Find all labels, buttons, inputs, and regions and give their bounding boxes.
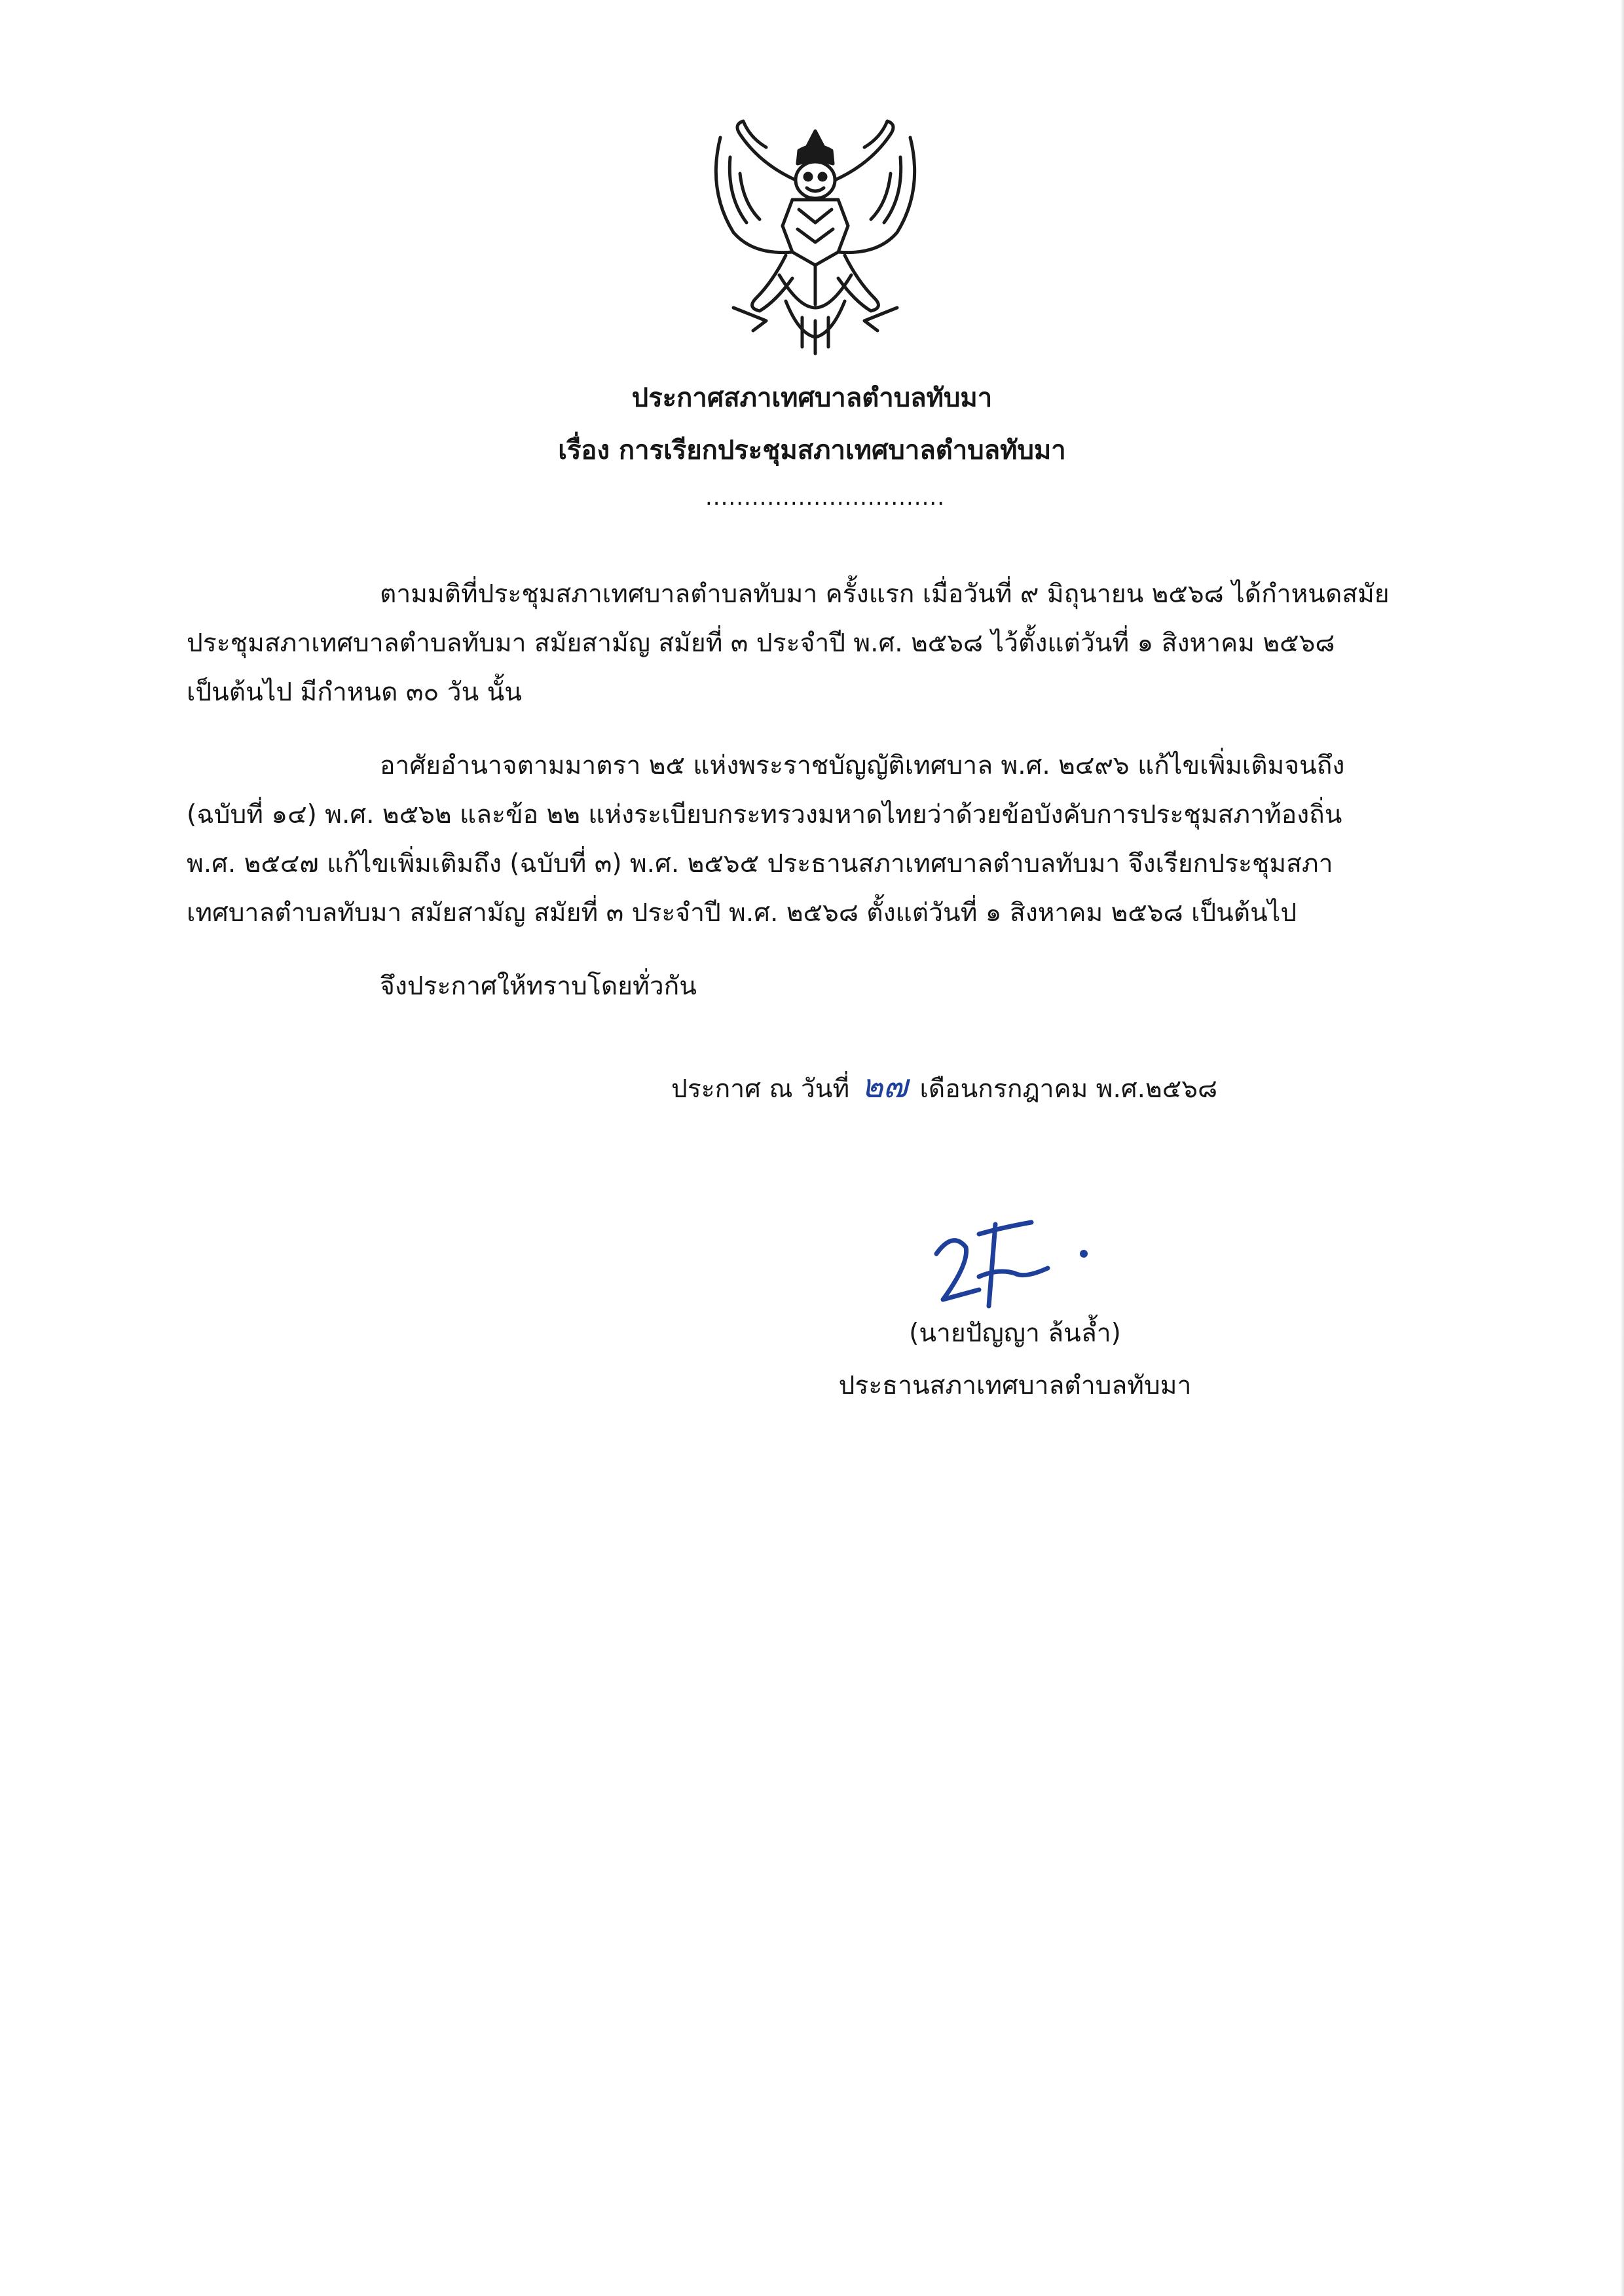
date-suffix: เดือนกรกฎาคม พ.ศ.๒๕๖๘	[919, 1074, 1218, 1104]
paragraph-2-line-3: พ.ศ. ๒๕๔๗ แก้ไขเพิ่มเติมถึง (ฉบับที่ ๓) พ.ศ. ๒๕๖๕ ประธานสภาเทศบาลตำบลทับมา จึงเรียกประชุมสภา	[187, 849, 1333, 879]
date-prefix: ประกาศ ณ วันที่	[671, 1074, 850, 1104]
signature-image	[917, 1208, 1126, 1319]
paragraph-1-line-1: ตามมติที่ประชุมสภาเทศบาลตำบลทับมา ครั้งแรก เมื่อวันที่ ๙ มิถุนายน ๒๕๖๘ ได้กำหนดสมัย	[380, 579, 1390, 609]
scan-edge-shadow	[1620, 0, 1624, 2296]
paragraph-2-line-2: (ฉบับที่ ๑๔) พ.ศ. ๒๕๖๒ และข้อ ๒๒ แห่งระเบียบกระทรวงมหาดไทยว่าด้วยข้อบังคับการประชุมสภาท้องถิ่น	[187, 800, 1342, 829]
paragraph-1-line-3: เป็นต้นไป มีกำหนด ๓๐ วัน นั้น	[187, 678, 522, 707]
paragraph-2-line-1: อาศัยอำนาจตามมาตรา ๒๕ แห่งพระราชบัญญัติเทศบาล พ.ศ. ๒๔๙๖ แก้ไขเพิ่มเติมจนถึง	[380, 751, 1345, 780]
signatory-position: ประธานสภาเทศบาลตำบลทับมา	[838, 1371, 1192, 1400]
date-day-handwritten: ๒๗	[861, 1067, 908, 1105]
announcement-title: ประกาศสภาเทศบาลตำบลทับมา	[631, 383, 993, 413]
announcement-date	[671, 1061, 1217, 1112]
paragraph-2-line-4: เทศบาลตำบลทับมา สมัยสามัญ สมัยที่ ๓ ประจำปี พ.ศ. ๒๕๖๘ ตั้งแต่วันที่ ๑ สิงหาคม ๒๕๖๘ เป็นต้นไป	[187, 898, 1297, 928]
signatory-name: (นายปัญญา ล้นล้ำ)	[909, 1319, 1121, 1348]
announcement-subject: เรื่อง การเรียกประชุมสภาเทศบาลตำบลทับมา	[558, 435, 1066, 465]
paragraph-1-line-2: ประชุมสภาเทศบาลตำบลทับมา สมัยสามัญ สมัยที่ ๓ ประจำปี พ.ศ. ๒๕๖๘ ไว้ตั้งแต่วันที่ ๑ สิงหาคม ๒๕๖๘	[187, 629, 1335, 658]
closing-statement: จึงประกาศให้ทราบโดยทั่วกัน	[380, 972, 697, 1001]
garuda-emblem-icon	[694, 111, 936, 360]
title-separator: ...............................	[705, 484, 946, 511]
